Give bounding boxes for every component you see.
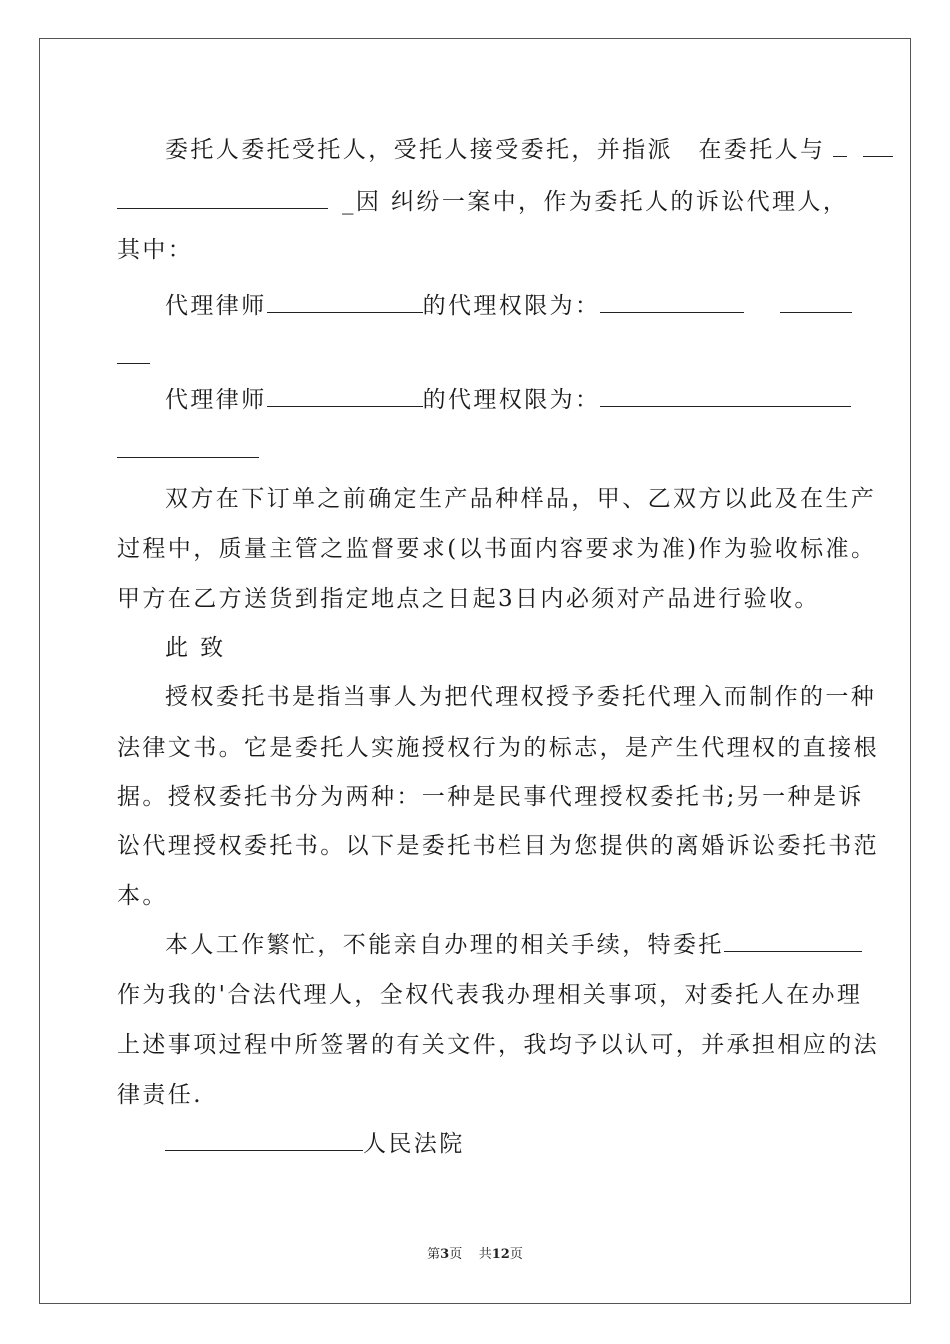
- paragraph1-line2-text: 因 纠纷一案中，作为委托人的诉讼代理人，: [355, 189, 849, 215]
- paragraph3-line1: 授权委托书是指当事人为把代理权授予委托代理入而制作的一种: [165, 684, 877, 710]
- paragraph2-line3: 甲方在乙方送货到指定地点之日起3日内必须对产品进行验收。: [117, 586, 820, 612]
- lawyer-clause1-middle: 的代理权限为：: [422, 293, 601, 319]
- lawyer-clause1-prefix: 代理律师: [165, 293, 267, 319]
- blank-underline: [267, 386, 423, 407]
- underscore-text: _: [342, 189, 356, 215]
- lawyer-clause2: [165, 385, 851, 415]
- lawyer-clause1: [165, 291, 852, 321]
- paragraph4-line4: 律责任.: [117, 1082, 203, 1108]
- page-frame: [39, 38, 911, 1304]
- paragraph4-line1: [165, 930, 862, 960]
- blank-underline: [833, 136, 847, 157]
- court-name: 人民法院: [363, 1131, 465, 1157]
- paragraph4-line1-text: 本人工作繁忙，不能亲自办理的相关手续，特委托: [165, 932, 724, 958]
- footer-page-suffix: 页: [449, 1247, 463, 1262]
- paragraph2-line1: 双方在下订单之前确定生产品种样品，甲、乙双方以此及在生产: [165, 486, 877, 512]
- lawyer-clause2-prefix: 代理律师: [165, 387, 267, 413]
- paragraph3-line4: 讼代理授权委托书。以下是委托书栏目为您提供的离婚诉讼委托书范: [117, 833, 879, 859]
- footer-total-prefix: 共: [478, 1247, 492, 1262]
- current-page-number: 3: [440, 1247, 450, 1262]
- paragraph1-line3-text: 其中：: [117, 237, 194, 263]
- footer-total-suffix: 页: [509, 1247, 523, 1262]
- paragraph3-line2: 法律文书。它是委托人实施授权行为的标志，是产生代理权的直接根: [117, 735, 879, 761]
- blank-underline: [863, 136, 893, 157]
- footer-page-prefix: 第: [427, 1247, 441, 1262]
- blank-underline: [117, 437, 259, 458]
- blank-underline: [724, 931, 862, 952]
- paragraph1-line1-text: 委托人委托受托人，受托人接受委托，并指派 在委托人与: [165, 137, 826, 163]
- page-footer: [0, 1243, 950, 1262]
- paragraph4-line2: 作为我的'合法代理人，全权代表我办理相关事项，对委托人在办理: [117, 982, 863, 1008]
- lawyer-clause1-continuation: [117, 342, 150, 372]
- blank-underline: [117, 343, 150, 364]
- paragraph1-line2: [117, 187, 848, 217]
- blank-underline: [600, 386, 851, 407]
- paragraph1-line3: [117, 235, 193, 265]
- blank-underline: [600, 292, 744, 313]
- paragraph4-line3: 上述事项过程中所签署的有关文件，我均予以认可，并承担相应的法: [117, 1032, 879, 1058]
- total-page-count: 12: [491, 1247, 510, 1262]
- blank-underline: [165, 1130, 363, 1151]
- lawyer-clause2-middle: 的代理权限为：: [422, 387, 601, 413]
- court-line: [165, 1129, 465, 1159]
- blank-underline: [780, 292, 852, 313]
- paragraph3-line3: 据。授权委托书分为两种：一种是民事代理授权委托书;另一种是诉: [117, 784, 864, 810]
- paragraph1-line1: [165, 135, 893, 165]
- lawyer-clause2-continuation: [117, 436, 259, 466]
- salutation: 此 致: [165, 635, 226, 661]
- paragraph2-line2: 过程中，质量主管之监督要求(以书面内容要求为准)作为验收标准。: [117, 536, 877, 562]
- paragraph3-line5: 本。: [117, 883, 168, 909]
- blank-underline: [117, 188, 328, 209]
- blank-underline: [267, 292, 423, 313]
